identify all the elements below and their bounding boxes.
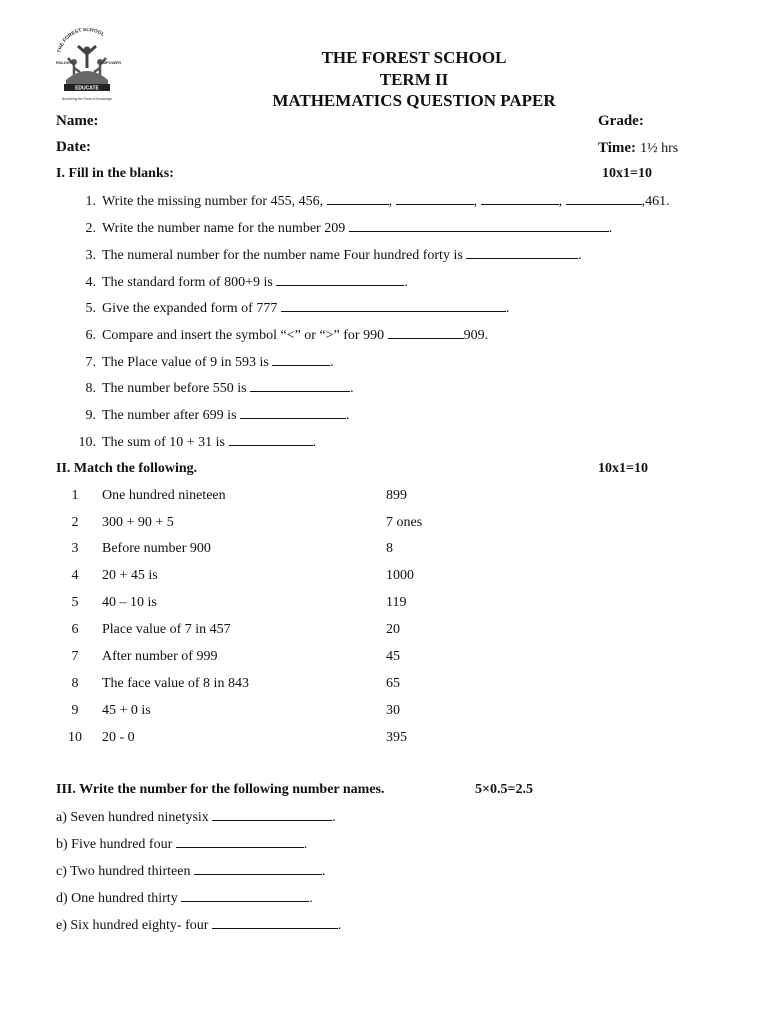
match-left: 40 – 10 is xyxy=(102,595,157,610)
list-item: d) One hundred thirty . xyxy=(56,891,313,906)
list-item: 6. Compare and insert the symbol “<” or “>” for 990 909. xyxy=(85,328,489,343)
answer-blank[interactable] xyxy=(349,220,609,232)
list-item: 1. Write the missing number for 455, 456, , , , ,461. xyxy=(85,194,670,209)
answer-blank[interactable] xyxy=(212,917,338,929)
match-right: 45 xyxy=(386,649,400,664)
match-right: 30 xyxy=(386,703,400,718)
svg-text:Nourishing the Roots of Knowle: Nourishing the Roots of Knowledge xyxy=(62,97,112,101)
match-right: 20 xyxy=(386,622,400,637)
list-item: 4. The standard form of 800+9 is . xyxy=(85,275,408,290)
answer-blank[interactable] xyxy=(276,274,404,286)
list-item: 9. The number after 699 is . xyxy=(85,408,350,423)
answer-blank[interactable] xyxy=(212,809,332,821)
match-left: Place value of 7 in 457 xyxy=(102,622,231,637)
answer-blank[interactable] xyxy=(327,193,389,205)
match-left: 20 - 0 xyxy=(102,730,135,745)
match-left: 20 + 45 is xyxy=(102,568,158,583)
match-right: 1000 xyxy=(386,568,414,583)
list-item: a) Seven hundred ninetysix . xyxy=(56,810,336,825)
answer-blank[interactable] xyxy=(396,193,474,205)
match-right: 395 xyxy=(386,730,407,745)
answer-blank[interactable] xyxy=(250,380,350,392)
answer-blank[interactable] xyxy=(466,247,578,259)
svg-text:EMPOWER: EMPOWER xyxy=(100,60,122,65)
answer-blank[interactable] xyxy=(481,193,559,205)
match-left: Before number 900 xyxy=(102,541,211,556)
section1-title: I. Fill in the blanks: xyxy=(56,166,174,181)
date-label: Date: xyxy=(56,139,91,155)
answer-blank[interactable] xyxy=(240,407,346,419)
paper-title: MATHEMATICS QUESTION PAPER xyxy=(272,91,556,110)
section3-title: III. Write the number for the following number names. xyxy=(56,782,385,797)
svg-text:EDUCATE: EDUCATE xyxy=(75,85,99,92)
list-item: 8. The number before 550 is . xyxy=(85,381,354,396)
list-item: b) Five hundred four . xyxy=(56,837,308,852)
match-right: 65 xyxy=(386,676,400,691)
answer-blank[interactable] xyxy=(272,354,330,366)
match-right: 119 xyxy=(386,595,407,610)
svg-text:THE FOREST SCHOOL: THE FOREST SCHOOL xyxy=(56,28,106,54)
time-field xyxy=(598,139,678,157)
term-title: TERM II xyxy=(379,70,449,89)
answer-blank[interactable] xyxy=(176,836,304,848)
match-right: 7 ones xyxy=(386,515,423,530)
list-item: 2. Write the number name for the number 209 . xyxy=(85,221,613,236)
grade-label: Grade: xyxy=(598,113,644,129)
answer-blank[interactable] xyxy=(281,300,506,312)
answer-blank[interactable] xyxy=(229,434,313,446)
section1-marks: 10x1=10 xyxy=(602,166,652,181)
list-item: c) Two hundred thirteen . xyxy=(56,864,326,879)
svg-text:ENLIGHT: ENLIGHT xyxy=(56,60,74,65)
section2-marks: 10x1=10 xyxy=(598,461,648,476)
match-left: One hundred nineteen xyxy=(102,488,226,503)
section3-marks: 5×0.5=2.5 xyxy=(475,782,533,797)
section2-title: II. Match the following. xyxy=(56,461,198,476)
name-label: Name: xyxy=(56,113,99,129)
match-left: After number of 999 xyxy=(102,649,218,664)
answer-blank[interactable] xyxy=(566,193,642,205)
list-item: e) Six hundred eighty- four . xyxy=(56,918,342,933)
answer-blank[interactable] xyxy=(194,863,322,875)
match-left: The face value of 8 in 843 xyxy=(102,676,249,691)
time-value: 1½ hrs xyxy=(640,141,679,156)
match-left: 45 + 0 is xyxy=(102,703,151,718)
answer-blank[interactable] xyxy=(388,327,464,339)
school-title: THE FOREST SCHOOL xyxy=(321,48,507,67)
answer-blank[interactable] xyxy=(181,890,309,902)
list-item: 5. Give the expanded form of 777 . xyxy=(85,301,510,316)
time-label: Time: xyxy=(598,140,637,156)
list-item: 3. The numeral number for the number name Four hundred forty is . xyxy=(85,248,582,263)
list-item: 10. The sum of 10 + 31 is . xyxy=(78,435,316,450)
list-item: 7. The Place value of 9 in 593 is . xyxy=(85,355,334,370)
match-right: 8 xyxy=(386,541,393,556)
match-right: 899 xyxy=(386,488,407,503)
match-left: 300 + 90 + 5 xyxy=(102,515,174,530)
